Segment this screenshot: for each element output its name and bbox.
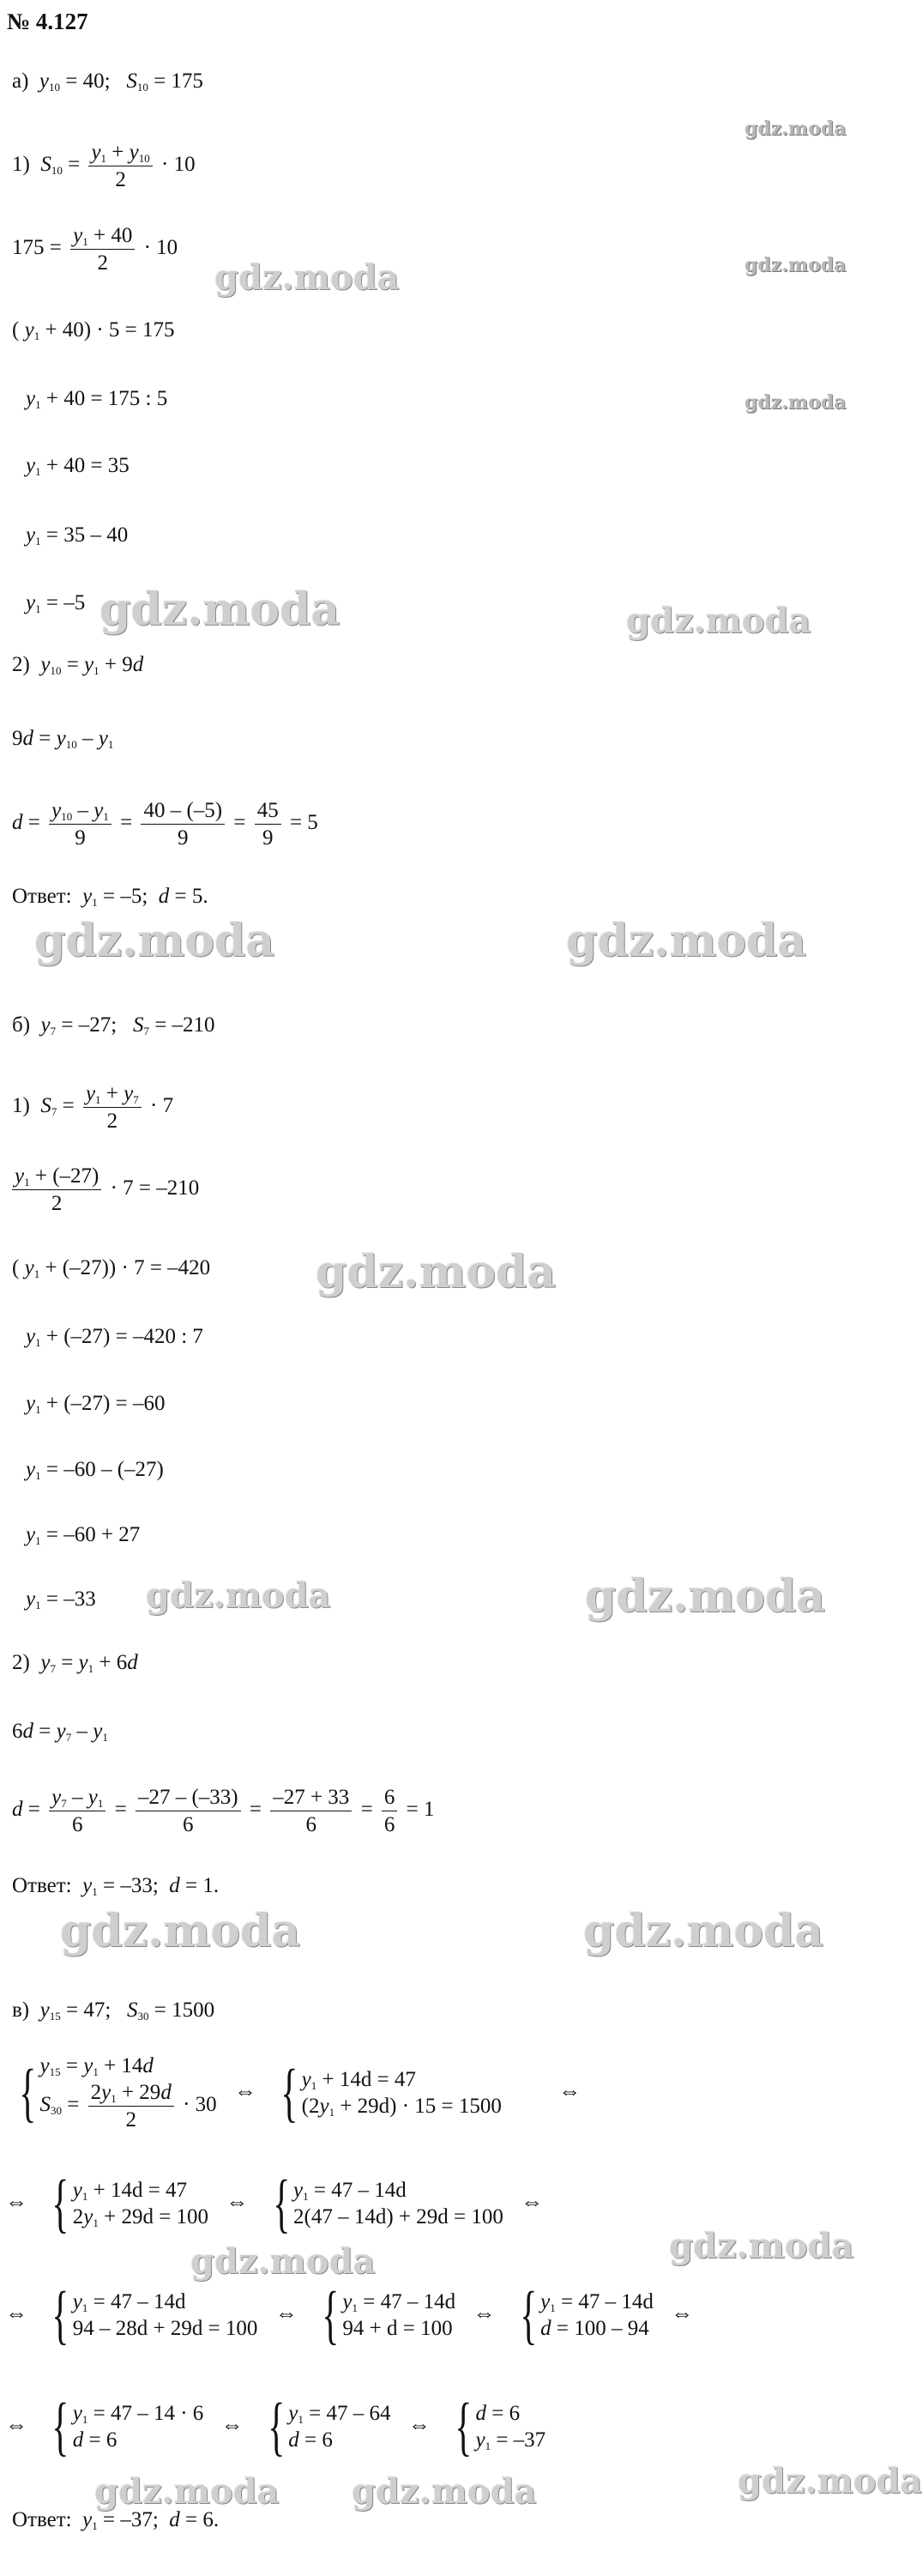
den: 9 xyxy=(75,826,86,850)
system-3: { $y_1 + 14d = 47$ $2y_1 + 29d = 100$ xyxy=(51,2168,209,2240)
fraction xyxy=(270,1787,352,1835)
answer-label: Ответ: xyxy=(12,885,72,908)
coef: 6 xyxy=(12,1720,23,1743)
watermark: gdz.moda xyxy=(214,257,400,298)
answer-y1: = –5; xyxy=(102,885,148,908)
sys-text: 2(47 – 14d) + 29d = 100 xyxy=(293,2205,503,2228)
part-b-answer: Ответ: $y_1 = -33$; d = 1. xyxy=(12,1874,220,1898)
lhs-175: 175 = xyxy=(12,236,62,260)
part-c-row4 xyxy=(5,2391,546,2463)
given-s10: = 175 xyxy=(154,70,203,93)
answer-d: = 5. xyxy=(174,885,208,908)
sys-text: · 30 xyxy=(183,2093,217,2117)
part-b-step2: 2) $y_7 = y_1 + 6d$ xyxy=(12,1651,138,1675)
system-4: { $y_1 = 47 - 14d$ 2(47 – 14d) + 29d = 100 xyxy=(272,2168,503,2240)
part-a-d-calc: d = $\frac{y_{10} - y_1}{9}$ = $\frac{40 - (-5)}{9}$ = $\frac{45}{9}$ = 5 xyxy=(12,799,318,850)
num: –27 + 33 xyxy=(270,1787,352,1811)
answer-y1: = –33; xyxy=(102,1874,159,1897)
sys-text: 94 + d = 100 xyxy=(342,2317,453,2340)
equivalence-arrow: ⇔ xyxy=(473,2300,496,2325)
sys-text: + 14 xyxy=(104,2054,143,2077)
watermark: gdz.moda xyxy=(99,584,340,636)
given-y7: = –27; xyxy=(61,1013,118,1037)
answer-label: Ответ: xyxy=(12,1874,72,1897)
fraction xyxy=(136,1787,241,1835)
part-b-label: б) xyxy=(12,1013,31,1037)
eq-text: + (–27)) · 7 = –420 xyxy=(45,1256,211,1279)
sys-text: = 47 – 14 · 6 xyxy=(93,2402,204,2425)
sys-text: + 29d) · 15 = 1500 xyxy=(340,2095,502,2118)
den: 6 xyxy=(383,1813,395,1836)
sys-text: 94 – 28d + 29d = 100 xyxy=(72,2317,258,2340)
part-a-label: а) xyxy=(12,70,29,93)
fraction: $\frac{y_1 + 40}{2}$ xyxy=(70,225,135,274)
sys-text: = 6 xyxy=(88,2428,118,2452)
watermark: gdz.moda xyxy=(669,2226,854,2266)
den: 6 xyxy=(305,1813,316,1836)
equivalence-arrow: ⇔ xyxy=(407,2411,431,2437)
sys-text: = –37 xyxy=(496,2428,546,2452)
num-text: + (–27) xyxy=(34,1164,99,1188)
eq-text: = –33 xyxy=(45,1587,96,1611)
watermark: gdz.moda xyxy=(744,391,847,414)
part-c-row1 xyxy=(12,2055,593,2131)
fraction xyxy=(255,800,281,849)
given-s7: = –210 xyxy=(154,1013,215,1037)
num: 40 – (–5) xyxy=(141,800,225,825)
watermark: gdz.moda xyxy=(352,2471,537,2512)
watermark: gdz.moda xyxy=(583,1905,824,1957)
part-a-line-35: $y_1 + 40 = 35$ xyxy=(26,454,130,478)
num-text: + 40 xyxy=(93,224,133,247)
num: 45 xyxy=(255,800,281,825)
watermark: gdz.moda xyxy=(60,1905,301,1957)
watermark: gdz.moda xyxy=(94,2471,280,2512)
watermark: gdz.moda xyxy=(585,1570,826,1623)
part-a-step1-formula: 1) $S_{10}$ = $\frac{y_1 + y_{10}}{2}$ · 10 xyxy=(12,141,196,191)
step-label: 2) xyxy=(12,653,30,676)
sys-text: = 47 – 14d xyxy=(363,2290,456,2313)
part-c-label: в) xyxy=(12,1999,30,2022)
eq-text: = –5 xyxy=(45,591,86,614)
part-b-given: б) $y_7 = -27$; $S_7 = -210$ xyxy=(12,1013,215,1037)
equivalence-arrow: ⇔ xyxy=(226,2188,249,2214)
watermark: gdz.moda xyxy=(34,915,275,967)
eq-text: + 40 = 35 xyxy=(45,454,130,477)
part-b-line-sub: $y_1 = -60 - (-27)$ xyxy=(26,1458,164,1482)
step-label: 2) xyxy=(12,1651,30,1674)
fraction: $\frac{y_7 - y_1}{6}$ xyxy=(49,1787,105,1835)
eq-text: + (–27) = –60 xyxy=(45,1392,166,1415)
result: = 5 xyxy=(289,811,318,835)
den: 9 xyxy=(178,826,189,850)
part-a-line-result: $y_1 = -5$ xyxy=(26,591,86,615)
answer-d: = 1. xyxy=(185,1874,220,1897)
eq-text: + (–27) = –420 : 7 xyxy=(45,1325,203,1348)
watermark: gdz.moda xyxy=(744,118,847,140)
sys-text: = 47 – 14d xyxy=(313,2179,407,2202)
part-c-given: в) $y_{15} = 47$; $S_{30} = 1500$ xyxy=(12,1999,215,2023)
part-a-line-175 xyxy=(12,225,178,274)
part-a-9d: $9d = y_{10} - y_1$ xyxy=(12,727,114,751)
system-1: { $y_{15} = y_1 + 14d$ $S_{30}$ = $\frac{2y_1 + 29d}{2}$ · 30 xyxy=(19,2054,217,2132)
den: 6 xyxy=(183,1813,194,1836)
answer-d: = 6. xyxy=(185,2508,220,2531)
fraction xyxy=(382,1787,398,1835)
sys-text: = 47 – 64 xyxy=(309,2402,391,2425)
watermark: gdz.moda xyxy=(316,1246,557,1298)
num-text: + 29 xyxy=(121,2081,161,2104)
sys-text: = 6 xyxy=(491,2402,521,2425)
system-9: { $y_1 = 47 - 64$ d = 6 xyxy=(267,2391,391,2463)
part-c-row3 xyxy=(5,2279,705,2351)
given-s30: = 1500 xyxy=(154,1999,215,2022)
part-b-line-m60: $y_1 + (-27) = -60$ xyxy=(26,1392,166,1416)
part-a-step2: 2) $y_{10} = y_1 + 9d$ xyxy=(12,653,144,677)
system-2: { $y_1 + 14d = 47$ $(2y_1 + 29d) \cdot 15 = 1500$ xyxy=(280,2057,502,2129)
system-10: { d = 6 $y_1 = -37$ xyxy=(455,2391,546,2463)
part-b-line-add: $y_1 = -60 + 27$ xyxy=(26,1523,141,1547)
part-b-line-result: $y_1 = -33$ xyxy=(26,1587,96,1612)
part-a-given: а) $y_{10} = 40$; $S_{10} = 175$ xyxy=(12,70,203,94)
fraction: $\frac{y_{10} - y_1}{9}$ xyxy=(49,800,111,849)
part-b-line-m210 xyxy=(12,1165,199,1214)
system-7: { $y_1 = 47 - 14d$ d = 100 – 94 xyxy=(519,2279,654,2351)
fraction: $\frac{2y_1 + 29d}{2}$ xyxy=(88,2082,174,2131)
equivalence-arrow: ⇔ xyxy=(5,2300,27,2325)
watermark: gdz.moda xyxy=(626,601,811,641)
equivalence-arrow: ⇔ xyxy=(233,2077,256,2103)
sys-text: = 6 xyxy=(304,2428,333,2452)
times-7: · 7 xyxy=(150,1094,174,1118)
equivalence-arrow: ⇔ xyxy=(558,2077,582,2103)
equivalence-arrow: ⇔ xyxy=(220,2411,244,2437)
times-10: · 10 xyxy=(143,236,178,260)
system-8: { $y_1 = 47 - 14 \cdot 6$ d = 6 xyxy=(51,2391,204,2463)
step-label: 1) xyxy=(12,1094,30,1118)
sys-text: + 29d = 100 xyxy=(104,2205,209,2228)
watermark: gdz.moda xyxy=(738,2461,922,2501)
equivalence-arrow: ⇔ xyxy=(274,2300,298,2325)
part-b-line-div: $y_1 + (-27) = -420$ : 7 xyxy=(26,1325,203,1349)
sys-text: = 47 – 14d xyxy=(93,2290,186,2313)
part-a-line-sub: $y_1 = 35 - 40$ xyxy=(26,523,129,547)
fraction: $\frac{y_1 + y_7}{2}$ xyxy=(83,1083,142,1132)
fraction: $\frac{y_1 + (-27)}{2}$ xyxy=(12,1165,101,1214)
sys-text: + 14d = 47 xyxy=(322,2068,416,2091)
sys-text: = 100 – 94 xyxy=(556,2317,649,2340)
fraction xyxy=(141,800,225,849)
coef: 9 xyxy=(12,727,23,750)
num: –27 – (–33) xyxy=(136,1787,241,1811)
eq-text: + 40 = 175 : 5 xyxy=(45,387,168,410)
eq-text: + 40) · 5 = 175 xyxy=(45,318,175,342)
part-b-6d: $6d = y_7 - y_1$ xyxy=(12,1720,108,1744)
given-y15: = 47; xyxy=(66,1999,111,2022)
eq-text: · 7 = –210 xyxy=(110,1176,200,1200)
times-10: · 10 xyxy=(161,153,196,177)
given-y10: = 40; xyxy=(65,70,111,93)
eq-text: + 6 xyxy=(99,1651,128,1674)
den: 9 xyxy=(262,826,274,850)
equivalence-arrow: ⇔ xyxy=(521,2188,544,2214)
part-b-line-m420: ( $y_1 + (-27)) \cdot 7 = -420$ xyxy=(12,1256,211,1280)
watermark: gdz.moda xyxy=(744,254,847,276)
eq-text: = 35 – 40 xyxy=(45,523,129,547)
eq-text: + 9 xyxy=(104,653,133,676)
part-a-answer: Ответ: $y_1 = -5$; d = 5. xyxy=(12,885,208,909)
watermark: gdz.moda xyxy=(566,915,807,967)
part-b-step1-formula: 1) $S_7$ = $\frac{y_1 + y_7}{2}$ · 7 xyxy=(12,1082,174,1133)
part-a-line-div: $y_1 + 40 = 175$ : 5 xyxy=(26,387,168,411)
part-a-line-times5: ( $y_1 + 40) \cdot 5 = 175$ xyxy=(12,318,175,342)
fraction: $\frac{y_1 + y_{10}}{2}$ xyxy=(88,142,152,190)
watermark: gdz.moda xyxy=(146,1575,331,1616)
watermark: gdz.moda xyxy=(190,2241,376,2282)
step-label: 1) xyxy=(12,153,30,177)
system-5: { $y_1 = 47 - 14d$ 94 – 28d + 29d = 100 xyxy=(51,2279,258,2351)
system-6: { $y_1 = 47 - 14d$ 94 + d = 100 xyxy=(322,2279,456,2351)
result: = 1 xyxy=(406,1798,435,1822)
part-c-row2 xyxy=(5,2168,555,2240)
num: 6 xyxy=(382,1787,398,1811)
part-b-d-calc: d = $\frac{y_7 - y_1}{6}$ = $\frac{-27 - (-33)}{6}$ = $\frac{-27 + 33}{6}$ = $\frac{6}{6}$ = 1 xyxy=(12,1786,435,1836)
equivalence-arrow: ⇔ xyxy=(671,2300,694,2325)
equivalence-arrow: ⇔ xyxy=(5,2188,27,2214)
eq-text: = –60 – (–27) xyxy=(45,1458,164,1481)
answer-label: Ответ: xyxy=(12,2508,72,2531)
answer-y1: = –37; xyxy=(102,2508,159,2531)
equivalence-arrow: ⇔ xyxy=(5,2411,27,2437)
sys-text: + 14d = 47 xyxy=(93,2179,188,2202)
part-c-answer: Ответ: $y_1 = -37$; d = 6. xyxy=(12,2508,220,2532)
den: 6 xyxy=(71,1813,83,1836)
eq-text: = –60 + 27 xyxy=(45,1523,141,1546)
problem-number: № 4.127 xyxy=(7,9,88,34)
sys-text: = 47 – 14d xyxy=(560,2290,654,2313)
